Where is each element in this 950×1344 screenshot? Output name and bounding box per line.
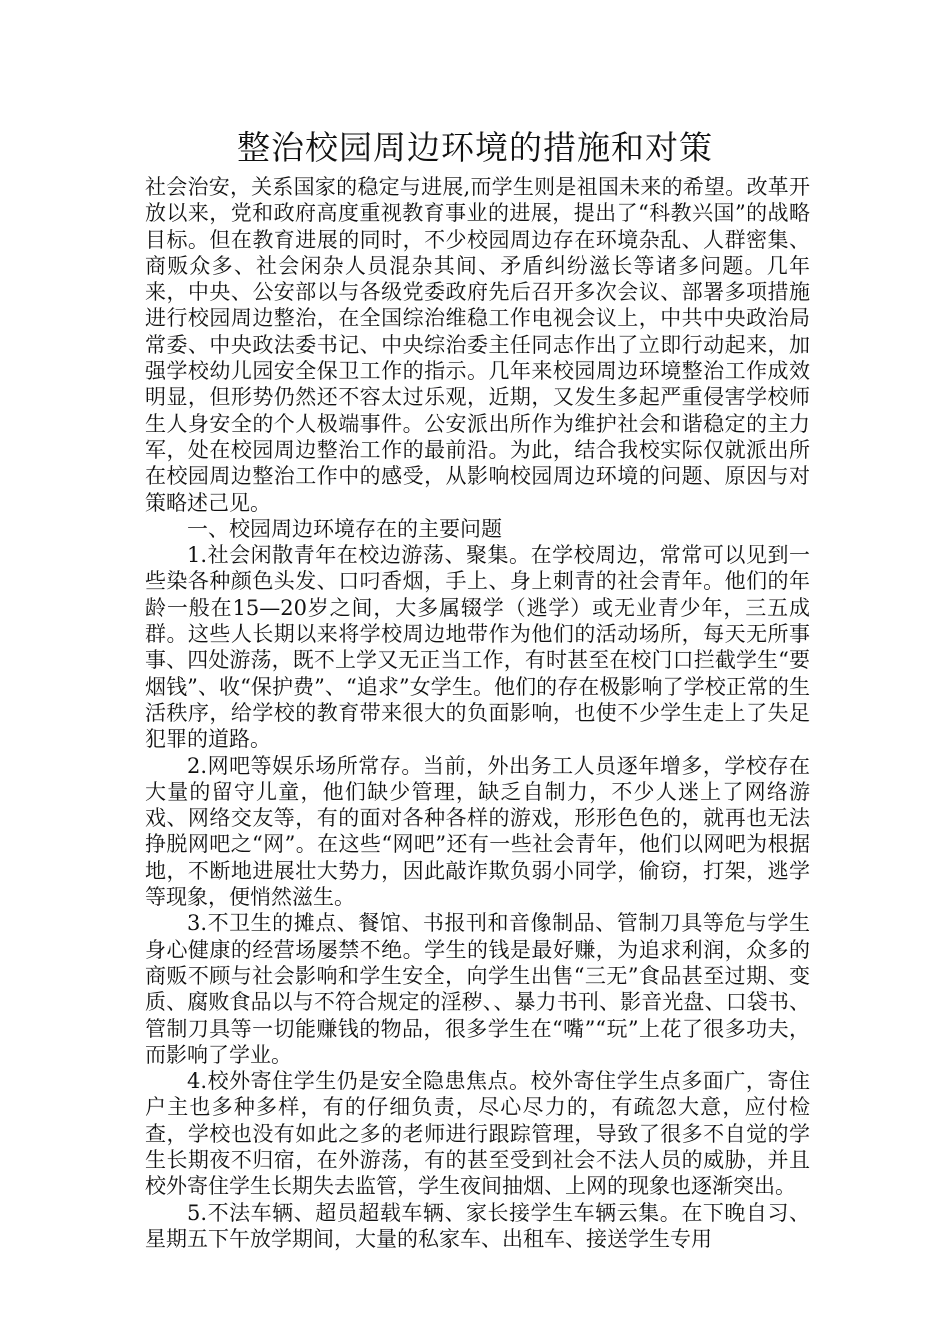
paragraph-item-4: 4.校外寄住学生仍是安全隐患焦点。校外寄住学生点多面广，寄住户主也多种多样，有的仔细负责，尽心尽力的，有疏忽大意，应付检查，学校也没有如此之多的老师进行跟踪管理，导致了很多不自觉的学生长期夜不归宿，在外游荡，有的甚至受到社会不法人员的威胁，并且校外寄住学生长期失去监管，学生夜间抽烟、上网的现象也逐渐突出。 — [145, 1069, 810, 1199]
document-title: 整治校园周边环境的措施和对策 — [237, 128, 713, 167]
paragraph-item-2: 2.网吧等娱乐场所常存。当前，外出务工人员逐年增多，学校存在大量的留守儿童，他们缺少管理，缺乏自制力，不少人迷上了网络游戏、网络交友等，有的面对各种各样的游戏，形形色色的，就再也无法挣脱网吧之“网”。在这些“网吧”还有一些社会青年，他们以网吧为根据地，不断地进展壮大势力，因此敲诈欺负弱小同学，偷窃，打架，逃学等现象，便悄然滋生。 — [145, 753, 810, 910]
document-body — [145, 174, 810, 1252]
paragraph-item-1: 1.社会闲散青年在校边游荡、聚集。在学校周边，常常可以见到一些染各种颜色头发、口叼香烟，手上、身上刺青的社会青年。他们的年龄一般在15—20岁之间，大多属辍学（逃学）或无业青少年，三五成群。这些人长期以来将学校周边地带作为他们的活动场所，每天无所事事、四处游荡，既不上学又无正当工作，有时甚至在校门口拦截学生“要烟钱”、收“保护费”、“追求”女学生。他们的存在极影响了学校正常的生活秩序，给学校的教育带来很大的负面影响，也使不少学生走上了失足犯罪的道路。 — [145, 543, 810, 752]
paragraph-item-5: 5.不法车辆、超员超载车辆、家长接学生车辆云集。在下晚自习、星期五下午放学期间，大量的私家车、出租车、接送学生专用 — [145, 1200, 810, 1251]
paragraph-intro: 社会治安，关系国家的稳定与进展,而学生则是祖国未来的希望。改革开放以来，党和政府高度重视教育事业的进展，提出了“科教兴国”的战略目标。但在教育进展的同时，不少校园周边存在环境杂乱、人群密集、商贩众多、社会闲杂人员混杂其间、矛盾纠纷滋长等诸多问题。几年来，中央、公安部以与各级党委政府先后召开多次会议、部署多项措施进行校园周边整治，在全国综治维稳工作电视会议上，中共中央政治局常委、中央政法委书记、中央综治委主任同志作出了立即行动起来，加强学校幼儿园安全保卫工作的指示。几年来校园周边环境整治工作成效明显，但形势仍然还不容太过乐观，近期，又发生多起严重侵害学校师生人身安全的个人极端事件。公安派出所作为维护社会和谐稳定的主力军，处在校园周边整治工作的最前沿。为此，结合我校实际仅就派出所在校园周边整治工作中的感受，从影响校园周边环境的问题、原因与对策略述己见。 — [145, 175, 810, 515]
paragraph-item-3: 3.不卫生的摊点、餐馆、书报刊和音像制品、管制刀具等危与学生身心健康的经营场屡禁不绝。学生的钱是最好赚，为追求利润，众多的商贩不顾与社会影响和学生安全，向学生出售“三无”食品甚至过期、变质、腐败食品以与不符合规定的淫秽、、暴力书刊、影音光盘、口袋书、管制刀具等一切能赚钱的物品，很多学生在“嘴”“玩”上花了很多功夫，而影响了学业。 — [145, 911, 810, 1067]
section-heading: 一、校园周边环境存在的主要问题 — [187, 516, 502, 541]
